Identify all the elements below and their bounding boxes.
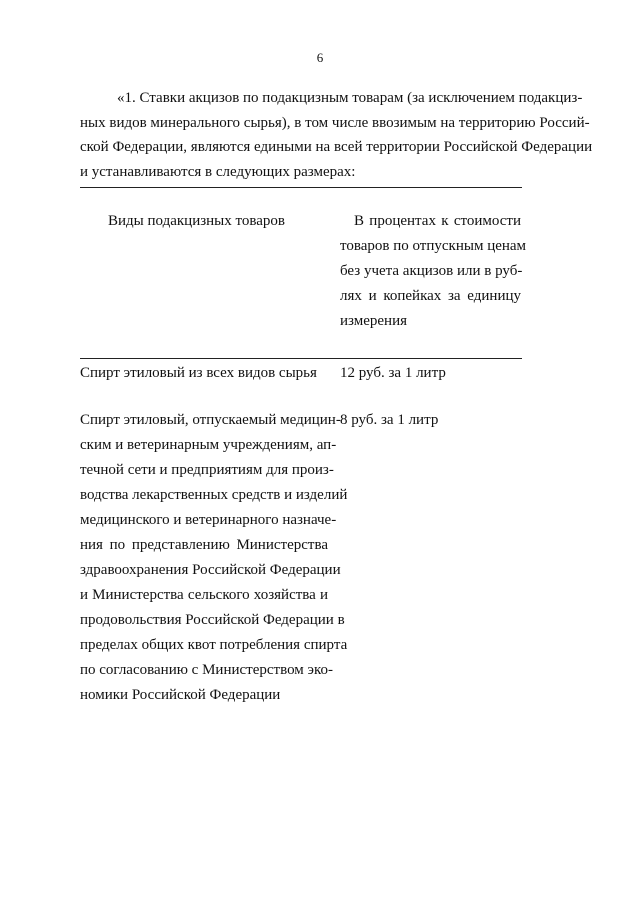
- intro-line: ных видов минерального сырья), в том числе ввозимым на территорию Россий-: [80, 114, 590, 131]
- intro-line: «1. Ставки акцизов по подакцизным товарам (за исключением подакциз-: [117, 90, 583, 106]
- header-rate-line: лях и копейках за единицу: [340, 288, 521, 304]
- table-header-rate: [340, 209, 527, 334]
- table-row-product: [80, 361, 317, 386]
- table-top-rule: [80, 187, 522, 188]
- table-row-product: [80, 408, 348, 708]
- product-line: по согласованию с Министерством эко-: [80, 662, 333, 678]
- product-line: пределах общих квот потребления спирта: [80, 637, 348, 653]
- table-row-rate: 12 руб. за 1 литр: [340, 365, 446, 381]
- product-line: водства лекарственных средств и изделий: [80, 487, 348, 503]
- table-header-rule: [80, 358, 522, 359]
- product-line: медицинского и ветеринарного назначе-: [80, 512, 337, 528]
- product-line: здравоохранения Российской Федерации: [80, 562, 341, 578]
- header-rate-line: товаров по отпускным ценам: [340, 238, 527, 254]
- intro-line: ской Федерации, являются едиными на всей территории Российской Федерации: [80, 139, 593, 155]
- header-rate-line: без учета акцизов или в руб-: [340, 263, 523, 279]
- intro-paragraph: [80, 86, 593, 184]
- intro-line: и устанавливаются в следующих размерах:: [80, 163, 356, 180]
- product-line: продовольствия Российской Федерации в: [80, 612, 345, 628]
- header-rate-line: измерения: [340, 313, 408, 329]
- table-header-product-types: Виды подакцизных товаров: [108, 213, 285, 229]
- header-rate-line: В процентах к стоимости: [354, 213, 521, 229]
- product-line: ским и ветеринарным учреждениям, ап-: [80, 437, 337, 453]
- product-line: номики Российской Федерации: [80, 687, 281, 703]
- product-line: ния по представлению Министерства: [80, 537, 328, 553]
- product-line: и Министерства сельского хозяйства и: [80, 587, 328, 603]
- product-line: течной сети и предприятиям для произ-: [80, 462, 334, 478]
- product-line: Спирт этиловый из всех видов сырья: [80, 365, 317, 381]
- table-row-rate: 8 руб. за 1 литр: [340, 412, 439, 428]
- product-line: Спирт этиловый, отпускаемый медицин-: [80, 412, 341, 428]
- page-number: 6: [316, 50, 324, 65]
